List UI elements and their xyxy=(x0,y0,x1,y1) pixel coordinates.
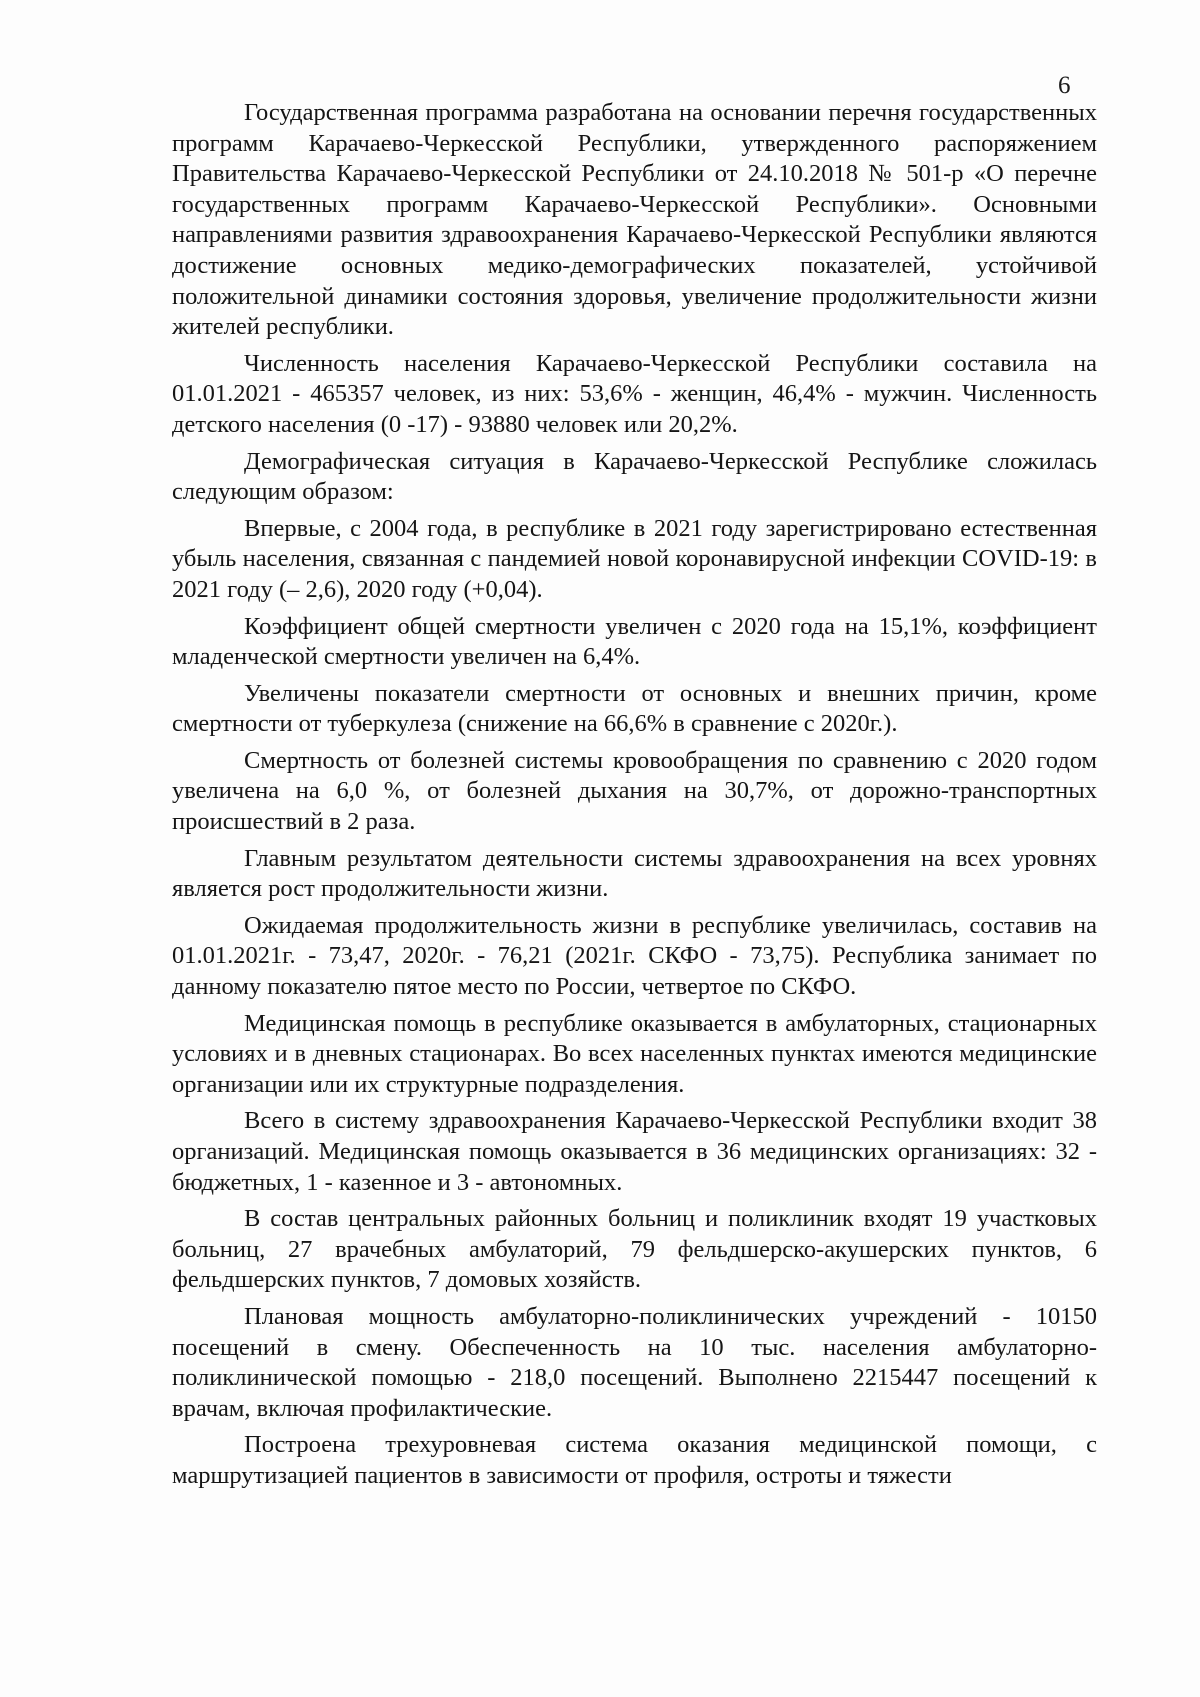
paragraph-life-expectancy: Ожидаемая продолжительность жизни в республике увеличилась, составив на 01.01.2021г. - 73,47, 2020г. - 76,21 (2021г. СКФО - 73,75). Республика занимает по данному показателю пятое место по России, четвертое по СКФО. xyxy=(172,911,1097,1001)
paragraph-three-level-system: Построена трехуровневая система оказания медицинской помощи, с маршрутизацией пациентов в зависимости от профиля, остроты и тяжести xyxy=(172,1431,1097,1489)
paragraph-program-basis: Государственная программа разработана на основании перечня государственных программ Карачаево-Черкесской Республики, утвержденного распоряжением Правительства Карачаево-Черкесской Республики от 24.10.2018 № 501-р «О перечне государственных программ Карачаево-Черкесской Республики». Основными направлениями развития здравоохранения Карачаево-Черкесской Республики являются достижение основных медико-демографических показателей, устойчивой положительной динамики состояния здоровья, увеличение продолжительности жизни жителей республики. xyxy=(172,99,1097,341)
paragraph-hospitals: В состав центральных районных больниц и поликлиник входят 19 участковых больниц, 27 врачебных амбулаторий, 79 фельдшерско-акушерских пунктов, 6 фельдшерских пунктов, 7 домовых хозяйств. xyxy=(172,1205,1097,1294)
paragraph-main-result: Главным результатом деятельности системы здравоохранения на всех уровнях является рост продолжительности жизни. xyxy=(172,844,1097,903)
paragraph-medical-care: Медицинская помощь в республике оказывается в амбулаторных, стационарных условиях и в дневных стационарах. Во всех населенных пунктах имеются медицинские организации или их структурные подразделения. xyxy=(172,1009,1097,1098)
document-body xyxy=(172,98,1097,1498)
paragraph-outpatient-capacity: Плановая мощность амбулаторно-поликлинических учреждений - 10150 посещений в смену. Обеспеченность на 10 тыс. населения амбулаторно-поликлинической помощью - 218,0 посещений. Выполнено 2215447 посещений к врачам, включая профилактические. xyxy=(172,1302,1097,1422)
paragraph-natural-decline: Впервые, с 2004 года, в республике в 2021 году зарегистрировано естественная убыль населения, связанная с пандемией новой коронавирусной инфекции COVID-19: в 2021 году (– 2,6), 2020 году (+0,04). xyxy=(172,514,1097,603)
paragraph-demographic-intro: Демографическая ситуация в Карачаево-Черкесской Республике сложилась следующим образом: xyxy=(172,447,1097,506)
paragraph-population: Численность населения Карачаево-Черкесской Республики составила на 01.01.2021 - 465357 человек, из них: 53,6% - женщин, 46,4% - мужчин. Численность детского населения (0 -17) - 93880 человек или 20,2%. xyxy=(172,349,1097,438)
paragraph-mortality-coefficient: Коэффициент общей смертности увеличен с 2020 года на 15,1%, коэффициент младенческой смертности увеличен на 6,4%. xyxy=(172,612,1097,671)
page-number: 6 xyxy=(1058,72,1071,99)
paragraph-organizations: Всего в систему здравоохранения Карачаево-Черкесской Республики входит 38 организаций. Медицинская помощь оказывается в 36 медицинских организациях: 32 - бюджетных, 1 - казенное и 3 - автономных. xyxy=(172,1107,1097,1196)
paragraph-circulatory-mortality: Смертность от болезней системы кровообращения по сравнению с 2020 годом увеличена на 6,0 %, от болезней дыхания на 30,7%, от дорожно-транспортных происшествий в 2 раза. xyxy=(172,746,1097,836)
paragraph-mortality-causes: Увеличены показатели смертности от основных и внешних причин, кроме смертности от туберкулеза (снижение на 66,6% в сравнение с 2020г.). xyxy=(172,679,1097,738)
